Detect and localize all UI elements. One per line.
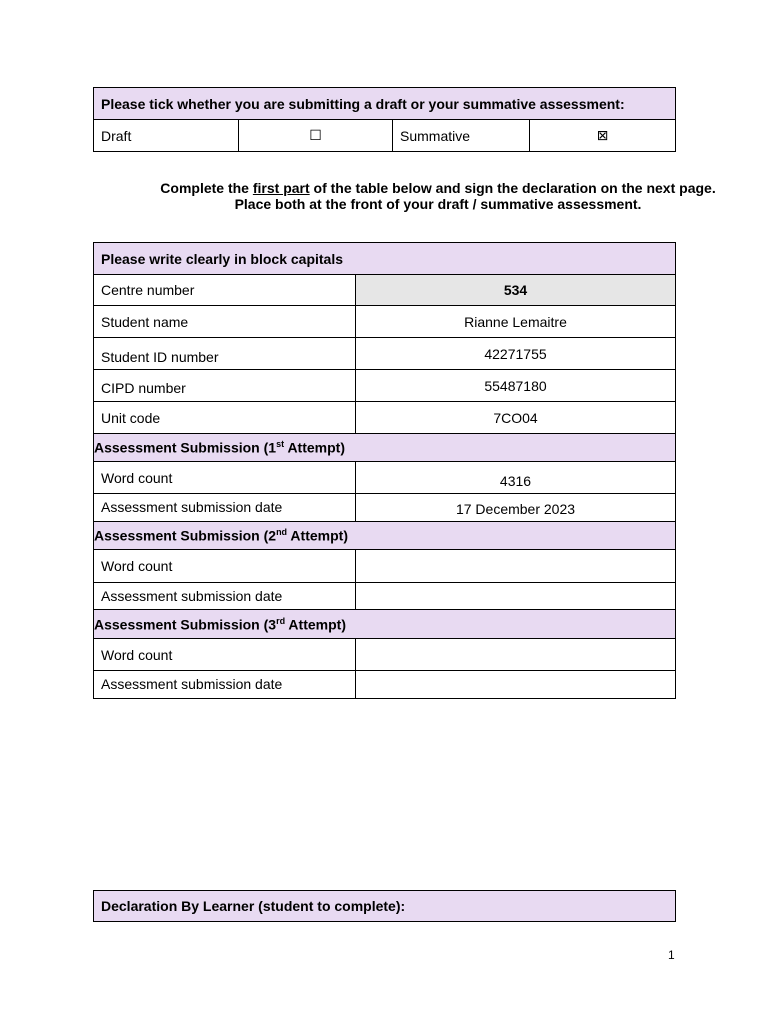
attempt-3-word-count-value[interactable] [356,639,676,671]
attempt-2-ordinal: nd [276,527,288,538]
instructions [93,180,768,212]
attempt-1-heading [94,434,676,462]
student-name-value[interactable]: Rianne Lemaitre [356,306,676,338]
attempt-1-heading-end: Attempt) [284,439,345,456]
submission-type-table [93,87,676,152]
student-id-label: Student ID number [94,338,356,370]
attempt-3-heading-text: Assessment Submission (3 [94,616,277,633]
attempt-2-heading-text: Assessment Submission (2 [94,527,277,544]
instructions-line-2: Place both at the front of your draft / summative assessment. [234,196,642,212]
instructions-line-1-start: Complete the [160,180,253,196]
student-id-value[interactable]: 42271755 [356,338,676,370]
attempt-1-heading-text: Assessment Submission (1 [94,439,277,456]
cipd-number-label: CIPD number [94,370,356,402]
cipd-number-value[interactable]: 55487180 [356,370,676,402]
draft-label: Draft [94,120,239,152]
attempt-1-word-count-label: Word count [94,462,356,494]
attempt-3-date-value[interactable] [356,671,676,699]
first-part-underlined: first part [252,180,310,196]
attempt-3-heading-end: Attempt) [285,616,346,633]
centre-number-value[interactable]: 534 [356,275,676,306]
attempt-2-word-count-label: Word count [94,550,356,583]
declaration-table [93,890,676,922]
summative-checkbox[interactable]: ⊠ [530,120,676,152]
attempt-2-heading-end: Attempt) [287,527,348,544]
declaration-header: Declaration By Learner (student to complete): [94,891,676,922]
summative-label: Summative [393,120,530,152]
student-details-table [93,242,676,699]
draft-checkbox[interactable]: ☐ [239,120,393,152]
attempt-1-ordinal: st [276,439,285,450]
unit-code-label: Unit code [94,402,356,434]
attempt-3-heading [94,610,676,639]
centre-number-label: Centre number [94,275,356,306]
details-header: Please write clearly in block capitals [94,243,676,275]
instructions-line-1 [93,180,768,196]
submission-type-header: Please tick whether you are submitting a draft or your summative assessment: [94,88,676,120]
attempt-3-ordinal: rd [276,615,286,626]
attempt-2-heading [94,522,676,550]
attempt-2-word-count-value[interactable] [356,550,676,583]
attempt-2-date-value[interactable] [356,583,676,610]
attempt-1-word-count-value[interactable]: 4316 [356,462,676,494]
student-name-label: Student name [94,306,356,338]
attempt-3-date-label: Assessment submission date [94,671,356,699]
instructions-line-1-end: of the table below and sign the declaration on the next page. [309,180,716,196]
attempt-1-date-value[interactable]: 17 December 2023 [356,494,676,522]
attempt-3-word-count-label: Word count [94,639,356,671]
unit-code-value[interactable]: 7CO04 [356,402,676,434]
attempt-2-date-label: Assessment submission date [94,583,356,610]
attempt-1-date-label: Assessment submission date [94,494,356,522]
page-number: 1 [668,948,675,962]
